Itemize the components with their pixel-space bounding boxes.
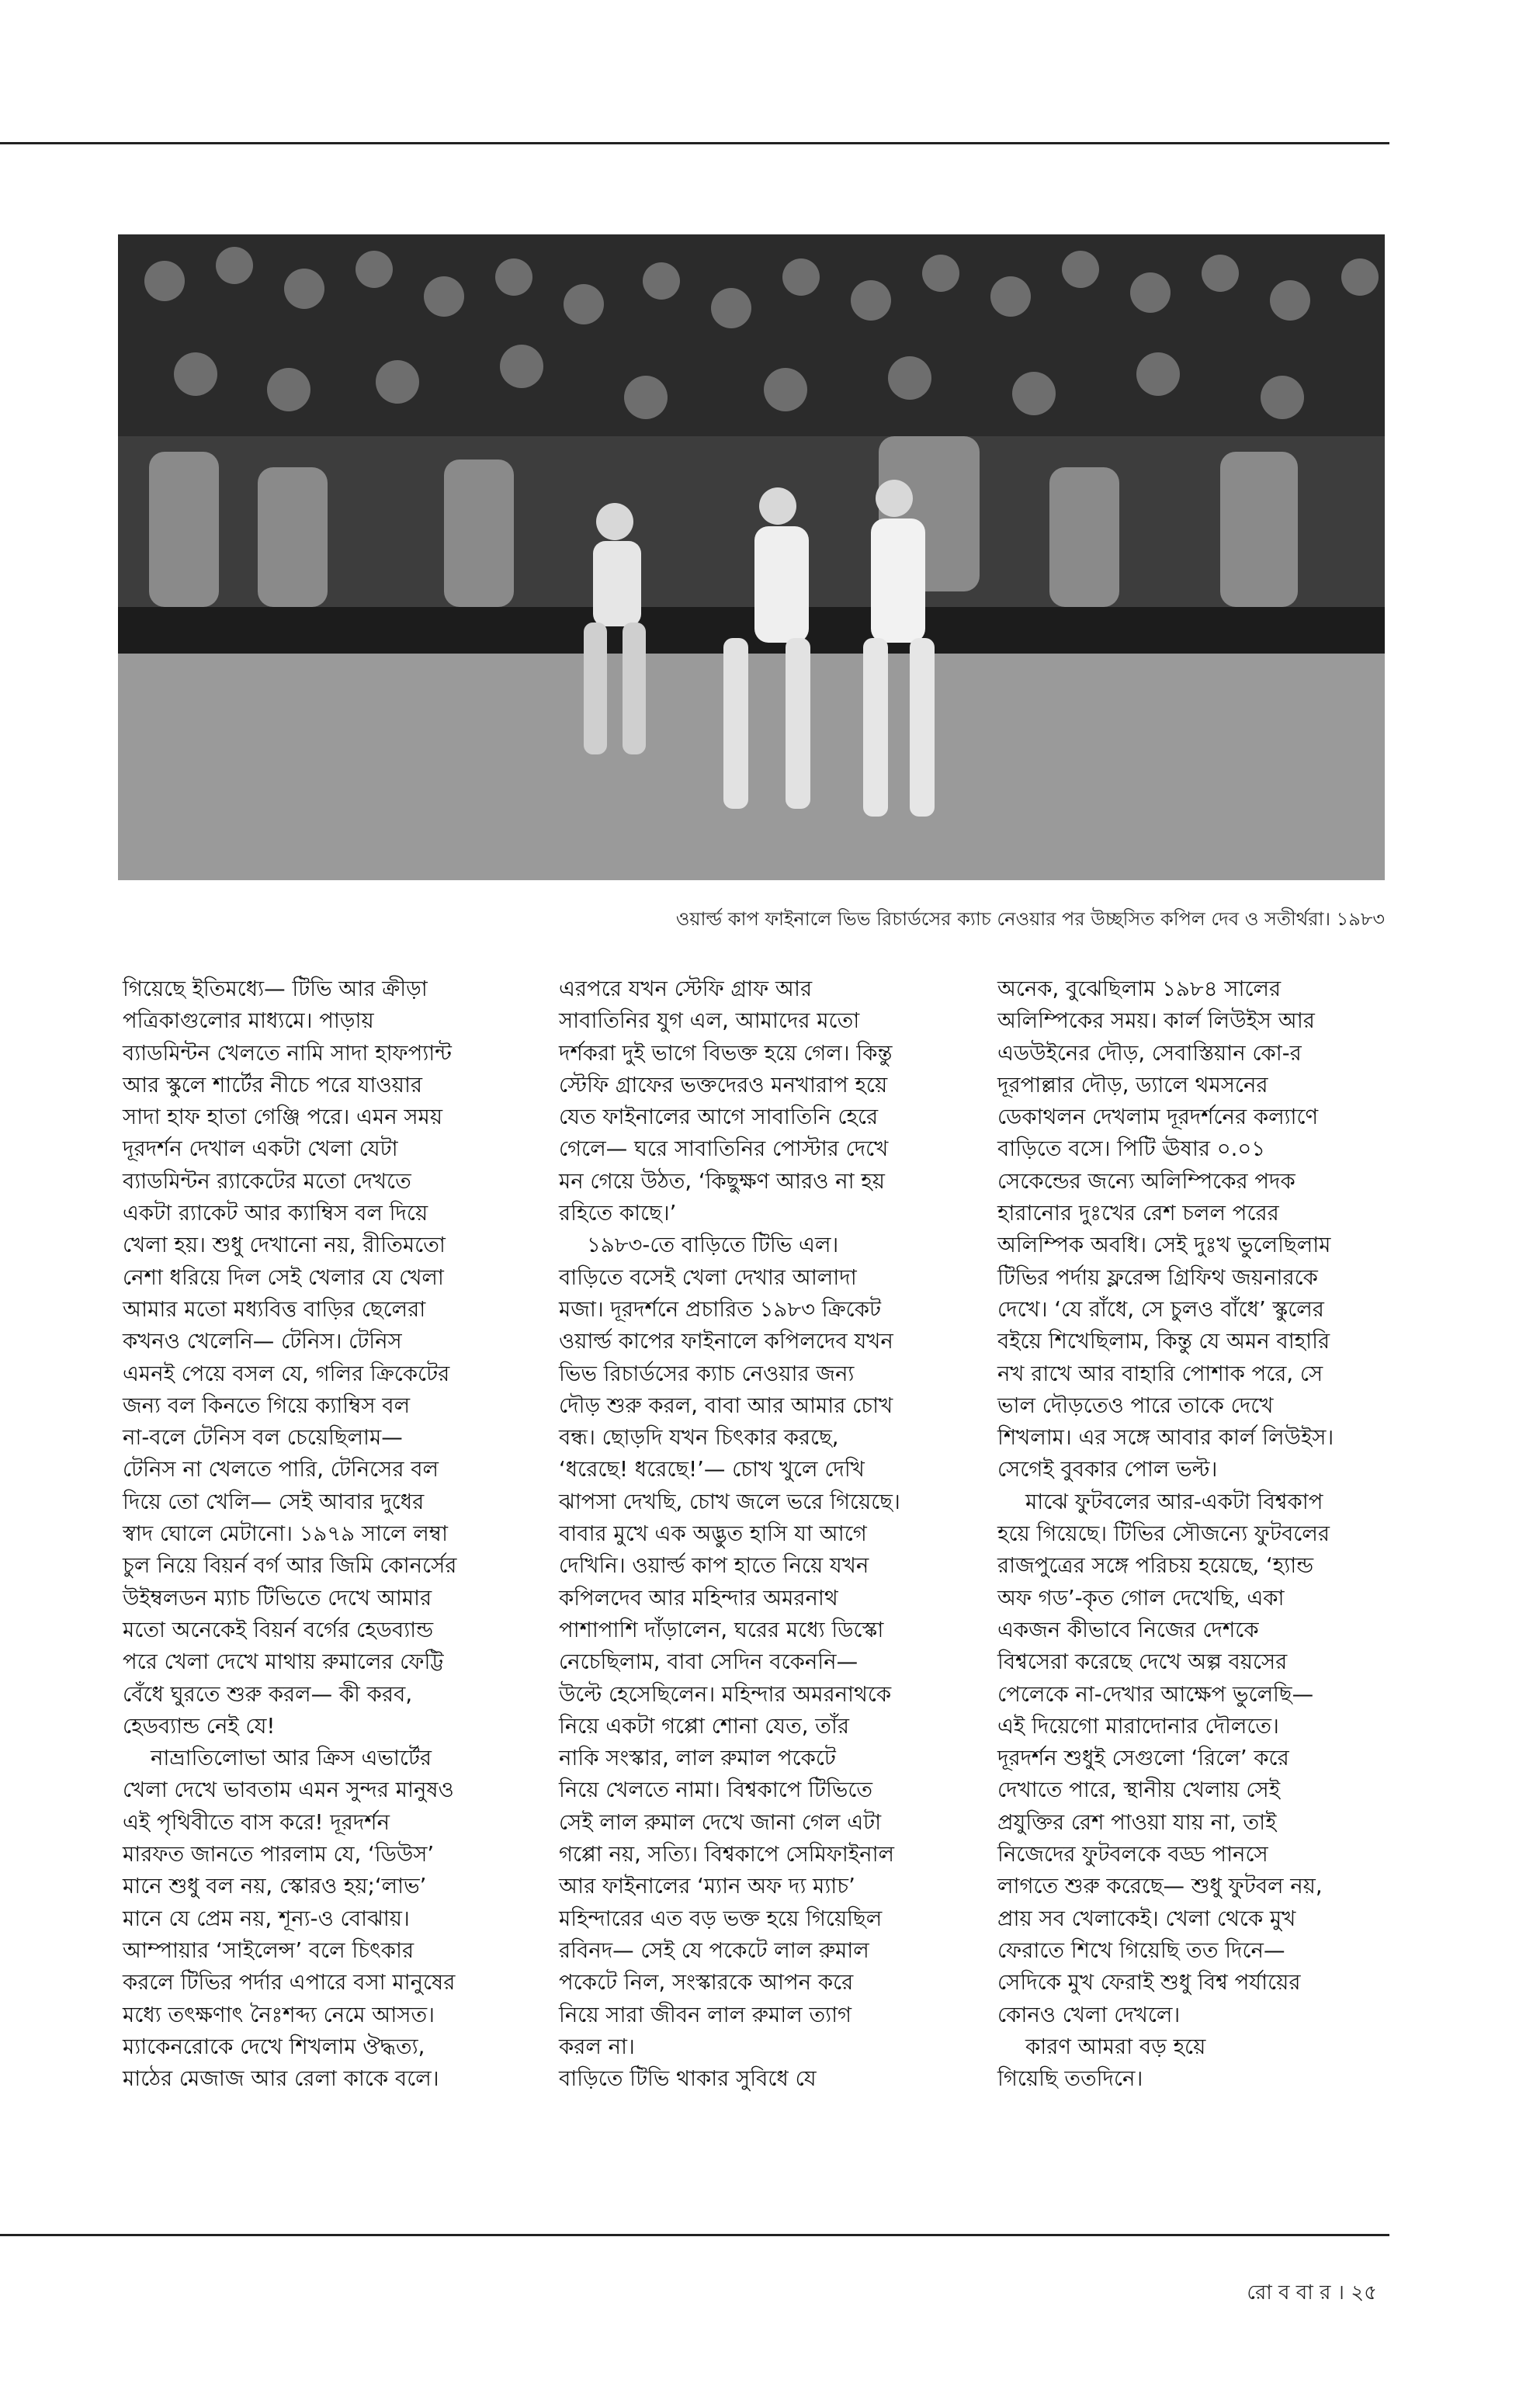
- article-line: নিজেদের ফুটবলকে বড্ড পানসে: [997, 1842, 1268, 1868]
- article-line: বাড়িতে বসেই খেলা দেখার আলাদা: [559, 1264, 857, 1290]
- article-line: কখনও খেলেনি— টেনিস। টেনিস: [123, 1329, 402, 1354]
- article-line: রহিতে কাছে।’: [559, 1201, 677, 1226]
- article-line: বেঁধে ঘুরতে শুরু করল— কী করব,: [123, 1681, 413, 1707]
- article-line: এডউইনের দৌড়, সেবাস্তিয়ান কো-র: [997, 1040, 1302, 1066]
- article-line: নখ রাখে আর বাহারি পোশাক পরে, সে: [997, 1361, 1323, 1386]
- article-line: ‘ধরেছে! ধরেছে!’— চোখ খুলে দেখি: [559, 1457, 865, 1483]
- article-line: নিয়ে সারা জীবন লাল রুমাল ত্যাগ: [559, 2002, 852, 2027]
- article-line: পেলেকে না-দেখার আক্ষেপ ভুলেছি—: [997, 1681, 1314, 1707]
- article-line: মজা। দূরদর্শনে প্রচারিত ১৯৮৩ ক্রিকেট: [559, 1296, 881, 1322]
- article-line: পকেটে নিল, সংস্কারকে আপন করে: [559, 1970, 854, 1996]
- article-line: হারানোর দুঃখের রেশ চলল পরের: [997, 1201, 1279, 1226]
- article-line: কপিলদেব আর মহিন্দার অমরনাথ: [559, 1585, 838, 1611]
- article-line: আর স্কুলে শার্টের নীচে পরে যাওয়ার: [123, 1072, 423, 1098]
- article-line: গপ্পো নয়, সত্যি। বিশ্বকাপে সেমিফাইনাল: [559, 1842, 895, 1868]
- article-line: একজন কীভাবে নিজের দেশকে: [997, 1617, 1259, 1642]
- article-line: এরপরে যখন স্টেফি গ্রাফ আর: [559, 976, 813, 1001]
- article-line: মাঝে ফুটবলের আর-একটা বিশ্বকাপ: [1025, 1489, 1323, 1514]
- article-line: মহিন্দারের এত বড় ভক্ত হয়ে গিয়েছিল: [559, 1906, 883, 1931]
- article-line: প্রযুক্তির রেশ পাওয়া যায় না, তাই: [997, 1809, 1277, 1835]
- article-line: বন্ধ। ছোড়দি যখন চিৎকার করছে,: [559, 1425, 839, 1451]
- article-line: দূরপাল্লার দৌড়, ড্যালে থমসনের: [997, 1072, 1268, 1098]
- article-line: না-বলে টেনিস বল চেয়েছিলাম—: [123, 1425, 403, 1451]
- article-line: টিভির পর্দায় ফ্লরেন্স গ্রিফিথ জয়নারকে: [997, 1264, 1318, 1290]
- article-line: হেডব্যান্ড নেই যে!: [123, 1713, 276, 1739]
- article-line: করল না।: [559, 2034, 635, 2059]
- article-line: পত্রিকাগুলোর মাধ্যমে। পাড়ায়: [123, 1008, 374, 1034]
- article-line: ১৯৮৩-তে বাড়িতে টিভি এল।: [587, 1233, 839, 1258]
- page-footer: [1247, 2277, 1377, 2308]
- bottom-rule: [0, 2234, 1389, 2236]
- article-line: ভাল দৌড়তেও পারে তাকে দেখে: [997, 1392, 1274, 1418]
- article-line: ডেকাথলন দেখলাম দূরদর্শনের কল্যাণে: [997, 1105, 1319, 1130]
- article-line: দূরদর্শন শুধুই সেগুলো ‘রিলে’ করে: [997, 1746, 1289, 1771]
- article-line: ফেরাতে শিখে গিয়েছি তত দিনে—: [997, 1937, 1285, 1963]
- article-line: বাবার মুখে এক অদ্ভুত হাসি যা আগে: [559, 1521, 867, 1547]
- article-line: শিখলাম। এর সঙ্গে আবার কার্ল লিউইস।: [997, 1425, 1334, 1451]
- article-line: আমার মতো মধ্যবিত্ত বাড়ির ছেলেরা: [123, 1296, 426, 1322]
- article-line: প্রায় সব খেলাকেই। খেলা থেকে মুখ: [997, 1906, 1296, 1931]
- article-line: মারফত জানতে পারলাম যে, ‘ডিউস’: [123, 1842, 435, 1868]
- article-line: রাজপুত্রের সঙ্গে পরিচয় হয়েছে, ‘হ্যান্ড: [997, 1553, 1314, 1579]
- article-line: বাড়িতে টিভি থাকার সুবিধে যে: [559, 2066, 817, 2092]
- article-line: কারণ আমরা বড় হয়ে: [1025, 2034, 1206, 2059]
- article-line: একটা র‍্যাকেট আর ক্যাম্বিস বল দিয়ে: [123, 1201, 428, 1226]
- article-line: নিয়ে খেলতে নামা। বিশ্বকাপে টিভিতে: [559, 1777, 873, 1803]
- article-line: নাকি সংস্কার, লাল রুমাল পকেটে: [559, 1746, 836, 1771]
- article-line: পরে খেলা দেখে মাথায় রুমালের ফেট্টি: [123, 1649, 444, 1675]
- top-rule: [0, 142, 1389, 144]
- article-line: গেলে— ঘরে সাবাতিনির পোস্টার দেখে: [559, 1136, 889, 1162]
- article-column-3: [997, 973, 1386, 2095]
- article-line: আর ফাইনালের ‘ম্যান অফ দ্য ম্যাচ’: [559, 1874, 855, 1899]
- article-line: সেগেই বুবকার পোল ভল্ট।: [997, 1457, 1218, 1483]
- field: [118, 654, 1385, 880]
- photo-caption: ওয়ার্ল্ড কাপ ফাইনালে ভিভ রিচার্ডসের ক্যাচ নেওয়ার পর উচ্ছসিত কপিল দেব ও সতীর্থরা। ১৯৮৩: [675, 908, 1385, 930]
- crowd-back: [118, 234, 1385, 436]
- article-line: পাশাপাশি দাঁড়ালেন, ঘরের মধ্যে ডিস্কো: [559, 1617, 884, 1642]
- cricket-celebration-photo: [118, 234, 1385, 880]
- article-line: নেশা ধরিয়ে দিল সেই খেলার যে খেলা: [123, 1264, 444, 1290]
- article-line: নেচেছিলাম, বাবা সেদিন বকেননি—: [559, 1649, 858, 1675]
- article-line: সাদা হাফ হাতা গেঞ্জি পরে। এমন সময়: [123, 1105, 443, 1130]
- article-line: এই পৃথিবীতে বাস করে! দূরদর্শন: [123, 1809, 390, 1835]
- boundary-wall: [118, 607, 1385, 654]
- article-line: যেত ফাইনালের আগে সাবাতিনি হেরে: [559, 1105, 879, 1130]
- article-line: খেলা হয়। শুধু দেখানো নয়, রীতিমতো: [123, 1233, 446, 1258]
- article-line: ওয়ার্ল্ড কাপের ফাইনালে কপিলদেব যখন: [559, 1329, 893, 1354]
- article-line: দিয়ে তো খেলি— সেই আবার দুধের: [123, 1489, 425, 1514]
- article-line: এই দিয়েগো মারাদোনার দৌলতে।: [997, 1713, 1279, 1739]
- article-column-1: [123, 973, 511, 2095]
- article-line: বিশ্বসেরা করেছে দেখে অল্প বয়সের: [997, 1649, 1288, 1675]
- article-line: এমনই পেয়ে বসল যে, গলির ক্রিকেটের: [123, 1361, 450, 1386]
- article-line: বইয়ে শিখেছিলাম, কিন্তু যে অমন বাহারি: [997, 1329, 1330, 1354]
- article-line: লাগতে শুরু করেছে— শুধু ফুটবল নয়,: [997, 1874, 1323, 1899]
- article-line: গিয়েছি ততদিনে।: [997, 2066, 1143, 2092]
- article-line: দূরদর্শন দেখাল একটা খেলা যেটা: [123, 1136, 398, 1162]
- article-line: করলে টিভির পর্দার এপারে বসা মানুষের: [123, 1970, 456, 1996]
- magazine-name: রো ব বা র: [1247, 2281, 1331, 2305]
- article-line: নিয়ে একটা গপ্পো শোনা যেত, তাঁর: [559, 1713, 849, 1739]
- article-line: সেদিকে মুখ ফেরাই শুধু বিশ্ব পর্যায়ের: [997, 1970, 1301, 1996]
- article-line: রবিনদ— সেই যে পকেটে লাল রুমাল: [559, 1937, 869, 1963]
- page-number: ২৫: [1351, 2281, 1377, 2305]
- article-line: টেনিস না খেলতে পারি, টেনিসের বল: [123, 1457, 439, 1483]
- article-line: ব্যাডমিন্টন খেলতে নামি সাদা হাফপ্যান্ট: [123, 1040, 452, 1066]
- article-line: মাঠের মেজাজ আর রেলা কাকে বলে।: [123, 2066, 439, 2092]
- article-column-2: [559, 973, 947, 2095]
- article-line: মতো অনেকেই বিয়র্ন বর্গের হেডব্যান্ড: [123, 1617, 434, 1642]
- article-line: স্বাদ ঘোলে মেটানো। ১৯৭৯ সালে লম্বা: [123, 1521, 448, 1547]
- article-line: দর্শকরা দুই ভাগে বিভক্ত হয়ে গেল। কিন্তু: [559, 1040, 893, 1066]
- article-line: দেখে। ‘যে রাঁধে, সে চুলও বাঁধে’ স্কুলের: [997, 1296, 1324, 1322]
- footer-separator: ।: [1337, 2281, 1344, 2305]
- article-line: ম্যাকেনরোকে দেখে শিখলাম ঔদ্ধত্য,: [123, 2034, 425, 2059]
- article-line: মধ্যে তৎক্ষণাৎ নৈঃশব্দ্য নেমে আসত।: [123, 2002, 435, 2027]
- article-line: নাভ্রাতিলোভা আর ক্রিস এভার্টের: [151, 1746, 432, 1771]
- article-line: সাবাতিনির যুগ এল, আমাদের মতো: [559, 1008, 860, 1034]
- article-line: হয়ে গিয়েছে। টিভির সৌজন্যে ফুটবলের: [997, 1521, 1330, 1547]
- article-line: মানে শুধু বল নয়, স্কোরও হয়;‘লাভ’: [123, 1874, 427, 1899]
- article-line: মানে যে প্রেম নয়, শূন্য-ও বোঝায়।: [123, 1906, 410, 1931]
- article-line: গিয়েছে ইতিমধ্যে— টিভি আর ক্রীড়া: [123, 976, 428, 1001]
- article-line: উল্টে হেসেছিলেন। মহিন্দার অমরনাথকে: [559, 1681, 892, 1707]
- article-line: দেখাতে পারে, স্থানীয় খেলায় সেই: [997, 1777, 1281, 1803]
- article-line: সেকেন্ডের জন্যে অলিম্পিকের পদক: [997, 1168, 1295, 1194]
- article-line: অলিম্পিকের সময়। কার্ল লিউইস আর: [997, 1008, 1315, 1034]
- article-line: আম্পায়ার ‘সাইলেন্স’ বলে চিৎকার: [123, 1937, 414, 1963]
- article-line: মন গেয়ে উঠত, ‘কিছুক্ষণ আরও না হয়: [559, 1168, 885, 1194]
- article-line: ভিভ রিচার্ডসের ক্যাচ নেওয়ার জন্য: [559, 1361, 855, 1386]
- article-line: ব্যাডমিন্টন র‍্যাকেটের মতো দেখতে: [123, 1168, 411, 1194]
- article-line: দৌড় শুরু করল, বাবা আর আমার চোখ: [559, 1392, 893, 1418]
- article-line: অলিম্পিক অবধি। সেই দুঃখ ভুলেছিলাম: [997, 1233, 1331, 1258]
- article-line: কোনও খেলা দেখলে।: [997, 2002, 1181, 2027]
- article-line: স্টেফি গ্রাফের ভক্তদেরও মনখারাপ হয়ে: [559, 1072, 888, 1098]
- article-line: ঝাপসা দেখছি, চোখ জলে ভরে গিয়েছে।: [559, 1489, 900, 1514]
- article-line: চুল নিয়ে বিয়র্ন বর্গ আর জিমি কোনর্সের: [123, 1553, 457, 1579]
- article-line: উইম্বলডন ম্যাচ টিভিতে দেখে আমার: [123, 1585, 432, 1611]
- article-line: সেই লাল রুমাল দেখে জানা গেল এটা: [559, 1809, 882, 1835]
- article-line: অনেক, বুঝেছিলাম ১৯৮৪ সালের: [997, 976, 1282, 1001]
- article-line: অফ গড’-কৃত গোল দেখেছি, একা: [997, 1585, 1285, 1611]
- article-line: জন্য বল কিনতে গিয়ে ক্যাম্বিস বল: [123, 1392, 411, 1418]
- article-line: বাড়িতে বসে। পিটি ঊষার ০.০১: [997, 1136, 1266, 1162]
- photo-illustration: [118, 234, 1385, 880]
- article-line: দেখিনি। ওয়ার্ল্ড কাপ হাতে নিয়ে যখন: [559, 1553, 869, 1579]
- article-line: খেলা দেখে ভাবতাম এমন সুন্দর মানুষও: [123, 1777, 454, 1803]
